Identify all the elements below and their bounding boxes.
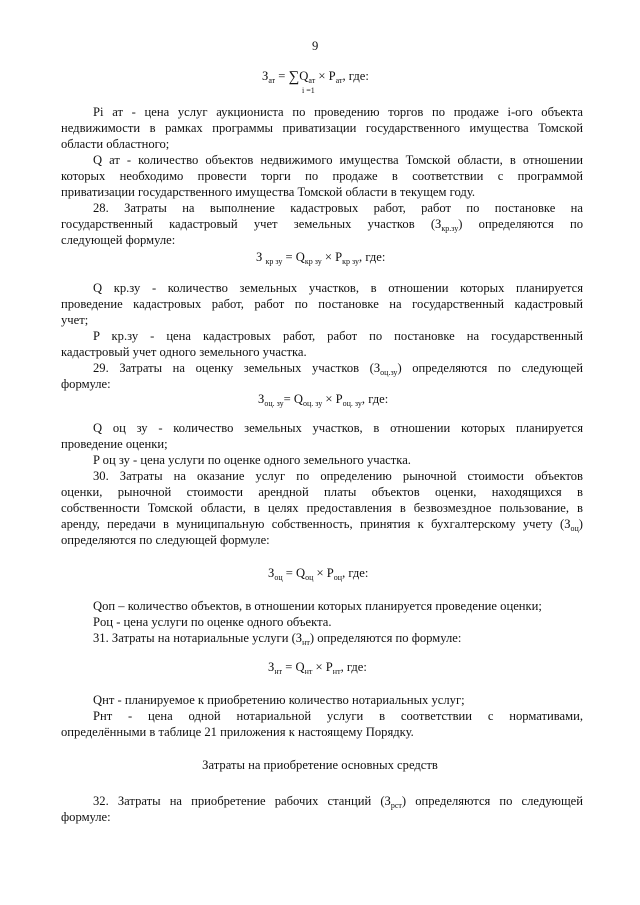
- section-heading: Затраты на приобретение основных средств: [202, 758, 438, 772]
- paragraph-q-at-line2: которых необходимо провести торги по продаже в соответствии с программой: [61, 169, 583, 183]
- paragraph-p-oc-object: Pоц - цена услуги по оценке одного объекта.: [93, 615, 332, 629]
- item-31-line1: 31. Затраты на нотариальные услуги $(З_{нт})$ определяются по формуле:: [93, 631, 462, 647]
- item-29-line2: формуле:: [61, 377, 111, 391]
- item-30-line1: 30. Затраты на оказание услуг по определению рыночной стоимости объектов: [93, 469, 583, 483]
- item-30-line2: оценки, рыночной стоимости арендной платы объектов оценки, находящихся в: [61, 485, 583, 499]
- formula-valuation: $З_{оц} = Q_{оц} \times P_{оц}$, где:: [268, 566, 369, 582]
- page-number: 9: [312, 39, 319, 53]
- item-32-line1: 32. Затраты на приобретение рабочих станций $(З_{рст})$ определяются по следующей: [93, 794, 583, 810]
- paragraph-q-at-line1: Q ат - количество объектов недвижимого имущества Томской области, в отношении: [93, 153, 583, 167]
- item-32-line2: формуле:: [61, 810, 111, 824]
- item-30-line4: аренду, передачи в муниципальную собственность, принятия к бухгалтерскому учету $(З_{оц})$: [61, 517, 583, 533]
- sum-limit: i =1: [302, 86, 315, 95]
- paragraph-p-kr-line2: кадастровый учет одного земельного участка.: [61, 345, 307, 359]
- item-28-line2: государственный кадастровый учет земельных участков $(З_{кр.зу})$ определяются по: [61, 217, 583, 233]
- formula-notary: $З_{нт} = Q_{нт} \times P_{нт}$, где:: [268, 660, 367, 676]
- item-29-line1: 29. Затраты на оценку земельных участков $(З_{оц.зу})$ определяются по следующей: [93, 361, 583, 377]
- formula-land-valuation: $З_{оц. зу}= Q_{оц. зу} \times P_{оц. зу}$, где:: [258, 392, 389, 408]
- paragraph-p-kr-line1: P кр.зу - цена кадастровых работ, работ по постановке на государственный: [93, 329, 583, 343]
- item-28-line3: следующей формуле:: [61, 233, 176, 247]
- paragraph-q-kr-line1: Q кр.зу - количество земельных участков, в отношении которых планируется: [93, 281, 583, 295]
- item-30-line3: собственности Томской области, в целях предоставления в безвозмездное пользование, в: [61, 501, 583, 515]
- paragraph-q-kr-line2: проведение кадастровых работ, работ по постановке на государственный кадастровый: [61, 297, 583, 311]
- paragraph-p-nt-line2: определёнными в таблице 21 приложения к настоящему Порядку.: [61, 725, 414, 739]
- paragraph-q-oc-line2: проведение оценки;: [61, 437, 168, 451]
- paragraph-q-op: Qоп – количество объектов, в отношении которых планируется проведение оценки;: [93, 599, 542, 613]
- paragraph-q-nt: Qнт - планируемое к приобретению количество нотариальных услуг;: [93, 693, 465, 707]
- paragraph-pi-at-line3: области областного;: [61, 137, 170, 151]
- paragraph-pi-at-line2: недвижимости в рамках программы приватизации государственного имущества Томской: [61, 121, 583, 135]
- formula-auction: $З_{ат} = \sum Q_{ат} \times P_{ат}$, где:: [262, 69, 369, 85]
- paragraph-q-oc-line1: Q оц зу - количество земельных участков, в отношении которых планируется: [93, 421, 583, 435]
- paragraph-p-nt-line1: Pнт - цена одной нотариальной услуги в соответствии с нормативами,: [93, 709, 583, 723]
- paragraph-p-oc: P оц зу - цена услуги по оценке одного земельного участка.: [93, 453, 411, 467]
- item-28-line1: 28. Затраты на выполнение кадастровых работ, работ по постановке на: [93, 201, 583, 215]
- paragraph-q-at-line3: приватизации государственного имущества Томской области в текущем году.: [61, 185, 476, 199]
- formula-cadastral: З $_{кр зу} = Q_{кр зу} \times P_{кр зу}$, где:: [256, 250, 386, 266]
- paragraph-pi-at-line1: Pi ат - цена услуг аукциониста по проведению торгов по продаже i-ого объекта: [93, 105, 583, 119]
- item-30-line5: определяются по следующей формуле:: [61, 533, 270, 547]
- paragraph-q-kr-line3: учет;: [61, 313, 89, 327]
